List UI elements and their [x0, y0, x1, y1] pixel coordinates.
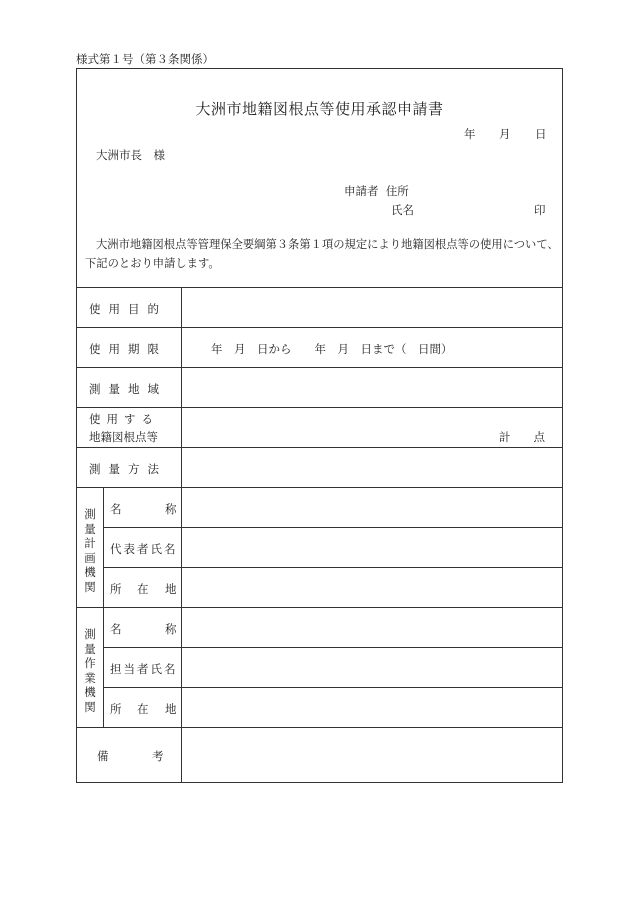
request-statement: 大洲市地籍図根点等管理保全要綱第３条第１項の規定により地籍図根点等の使用について、下記のとおり申請します。 — [85, 238, 559, 270]
applicant-label: 申請者 — [344, 184, 379, 198]
address-label: 住所 — [385, 184, 409, 198]
points-label-line1: 使用する — [89, 412, 159, 426]
date-year: 年 — [464, 127, 476, 141]
work-contact-label: 担当者氏名 — [110, 662, 178, 676]
form-number: 様式第１号（第３条関係） — [76, 52, 214, 66]
points-count-field[interactable]: 計 点 — [499, 430, 545, 444]
row-divider — [77, 407, 562, 408]
row-divider — [77, 327, 562, 328]
applicant-name-field[interactable]: 氏名 — [391, 203, 414, 217]
planning-org-label: 測量計画機関 — [84, 507, 96, 594]
area-field[interactable] — [182, 368, 562, 407]
application-form: 大洲市地籍図根点等使用承認申請書 年 月 日 大洲市長 様 申請者 住所 氏名 印 大洲市地籍図根点等管理保全要綱第３条第１項の規定により地籍図根点等の使用について、下記のとおり申請します。 使用目的 使用期限 年 月 日から 年 月 日まで（ 日間） 測量地域 使用する 地籍図根点等 計 点 測量方法 測量計画機関 名 称 代表者氏名 所 在 地 測量作業機関 名 称 担当者氏名 所 在 地 備 考 — [76, 68, 563, 783]
planning-rep-label: 代表者氏名 — [110, 542, 178, 556]
method-field[interactable] — [182, 448, 562, 487]
purpose-field[interactable] — [182, 288, 562, 327]
remarks-field[interactable] — [182, 728, 562, 782]
work-name-field[interactable] — [182, 608, 562, 647]
period-field[interactable]: 年 月 日から 年 月 日まで（ 日間） — [211, 342, 453, 356]
date-month: 月 — [499, 127, 511, 141]
work-contact-field[interactable] — [182, 648, 562, 687]
seal-mark: 印 — [534, 203, 546, 217]
planning-name-field[interactable] — [182, 488, 562, 527]
purpose-label: 使用目的 — [89, 302, 167, 316]
method-label: 測量方法 — [89, 462, 167, 476]
points-label-line2: 地籍図根点等 — [89, 430, 158, 444]
addressee: 大洲市長 様 — [96, 148, 165, 162]
form-title: 大洲市地籍図根点等使用承認申請書 — [195, 100, 444, 118]
planning-location-field[interactable] — [182, 568, 562, 607]
work-location-field[interactable] — [182, 688, 562, 727]
planning-rep-field[interactable] — [182, 528, 562, 567]
area-label: 測量地域 — [89, 382, 167, 396]
work-org-label: 測量作業機関 — [84, 627, 96, 714]
group-column-divider — [103, 487, 104, 727]
date-day: 日 — [535, 127, 547, 141]
period-label: 使用期限 — [89, 342, 167, 356]
applicant-address-field[interactable] — [344, 183, 409, 199]
